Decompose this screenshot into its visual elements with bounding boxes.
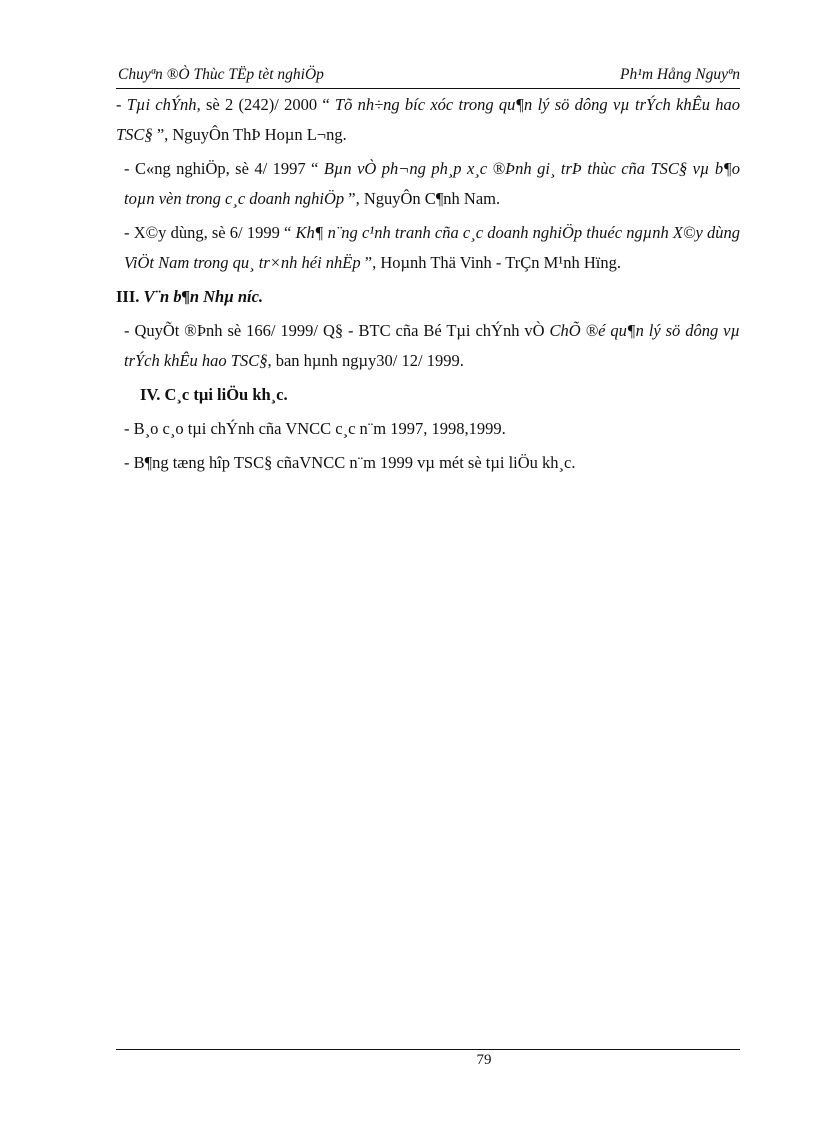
footer-rule: [116, 1049, 740, 1050]
page-header: [116, 64, 740, 86]
section-number: III.: [116, 287, 144, 306]
reference-title: Bµn vÒ ph¬ng ph¸p x¸c ®Þnh gi¸ trÞ thùc cña TSC§ vµ b¶o toµn vèn trong c¸c doanh nghiÖp: [124, 159, 740, 208]
reference-item: - C«ng nghiÖp, sè 4/ 1997 “ Bµn vÒ ph¬ng ph¸p x¸c ®Þnh gi¸ trÞ thùc cña TSC§ vµ b¶o toµn vèn trong c¸c doanh nghiÖp ”, NguyÔn C¶nh Nam.: [124, 159, 740, 208]
reference-title: Kh¶ n¨ng c¹nh tranh cña c¸c doanh nghiÖp thuéc ngµnh X©y dùng ViÖt Nam trong qu¸ tr×nh héi nhËp: [124, 223, 741, 272]
reference-author: ”, NguyÔn C¶nh Nam.: [344, 189, 501, 208]
list-item: - B¸o c¸o tµi chÝnh cña VNCC c¸c n¨m 1997, 1998,1999.: [124, 419, 506, 438]
section-heading-4: IV. C¸c tµi liÖu kh¸c.: [140, 385, 288, 404]
header-left-text: Chuyªn ®Ò Thùc TËp tèt nghiÖp: [118, 66, 324, 83]
reference-item: - Tµi chÝnh, sè 2 (242)/ 2000 “ Tõ nh÷ng bíc xóc trong qu¶n lý sö dông vµ trÝch khÊu hao TSC§ ”, NguyÔn ThÞ Hoµn L¬ng.: [116, 95, 740, 144]
header-rule: [116, 88, 740, 89]
reference-source: X©y dùng: [133, 223, 204, 242]
reference-author: ”, Hoµnh Thä Vinh - TrÇn M¹nh Hïng.: [360, 253, 621, 272]
page-body: [116, 90, 740, 478]
decree-item: - QuyÕt ®Þnh sè 166/ 1999/ Q§ - BTC cña Bé Tµi chÝnh vÒ ChÕ ®é qu¶n lý sö dông vµ trÝch khÊu hao TSC§, ban hµnh ngµy30/ 12/ 1999.: [124, 321, 740, 370]
section-heading-3: [116, 282, 740, 312]
reference-source: Tµi chÝnh: [126, 95, 197, 114]
reference-title: Tõ nh÷ng bíc xóc trong qu¶n lý sö dông vµ trÝch khÊu hao TSC§: [116, 95, 740, 144]
reference-item: - X©y dùng, sè 6/ 1999 “ Kh¶ n¨ng c¹nh tranh cña c¸c doanh nghiÖp thuéc ngµnh X©y dùng ViÖt Nam trong qu¸ tr×nh héi nhËp ”, Hoµnh Thä Vinh - TrÇn M¹nh Hïng.: [124, 223, 741, 272]
page-number: 79: [476, 1052, 492, 1068]
reference-author: ”, NguyÔn ThÞ Hoµn L¬ng.: [152, 125, 347, 144]
header-right-text: Ph¹m Hång Nguyªn: [620, 66, 740, 83]
list-item: - B¶ng tæng hîp TSC§ cñaVNCC n¨m 1999 vµ mét sè tµi liÖu kh¸c.: [124, 453, 576, 472]
reference-source: C«ng nghiÖp: [134, 159, 226, 178]
section-title: V¨n b¶n Nhµ níc.: [143, 287, 264, 306]
decree-title: ChÕ ®é qu¶n lý sö dông vµ trÝch khÊu hao TSC§: [124, 321, 740, 370]
